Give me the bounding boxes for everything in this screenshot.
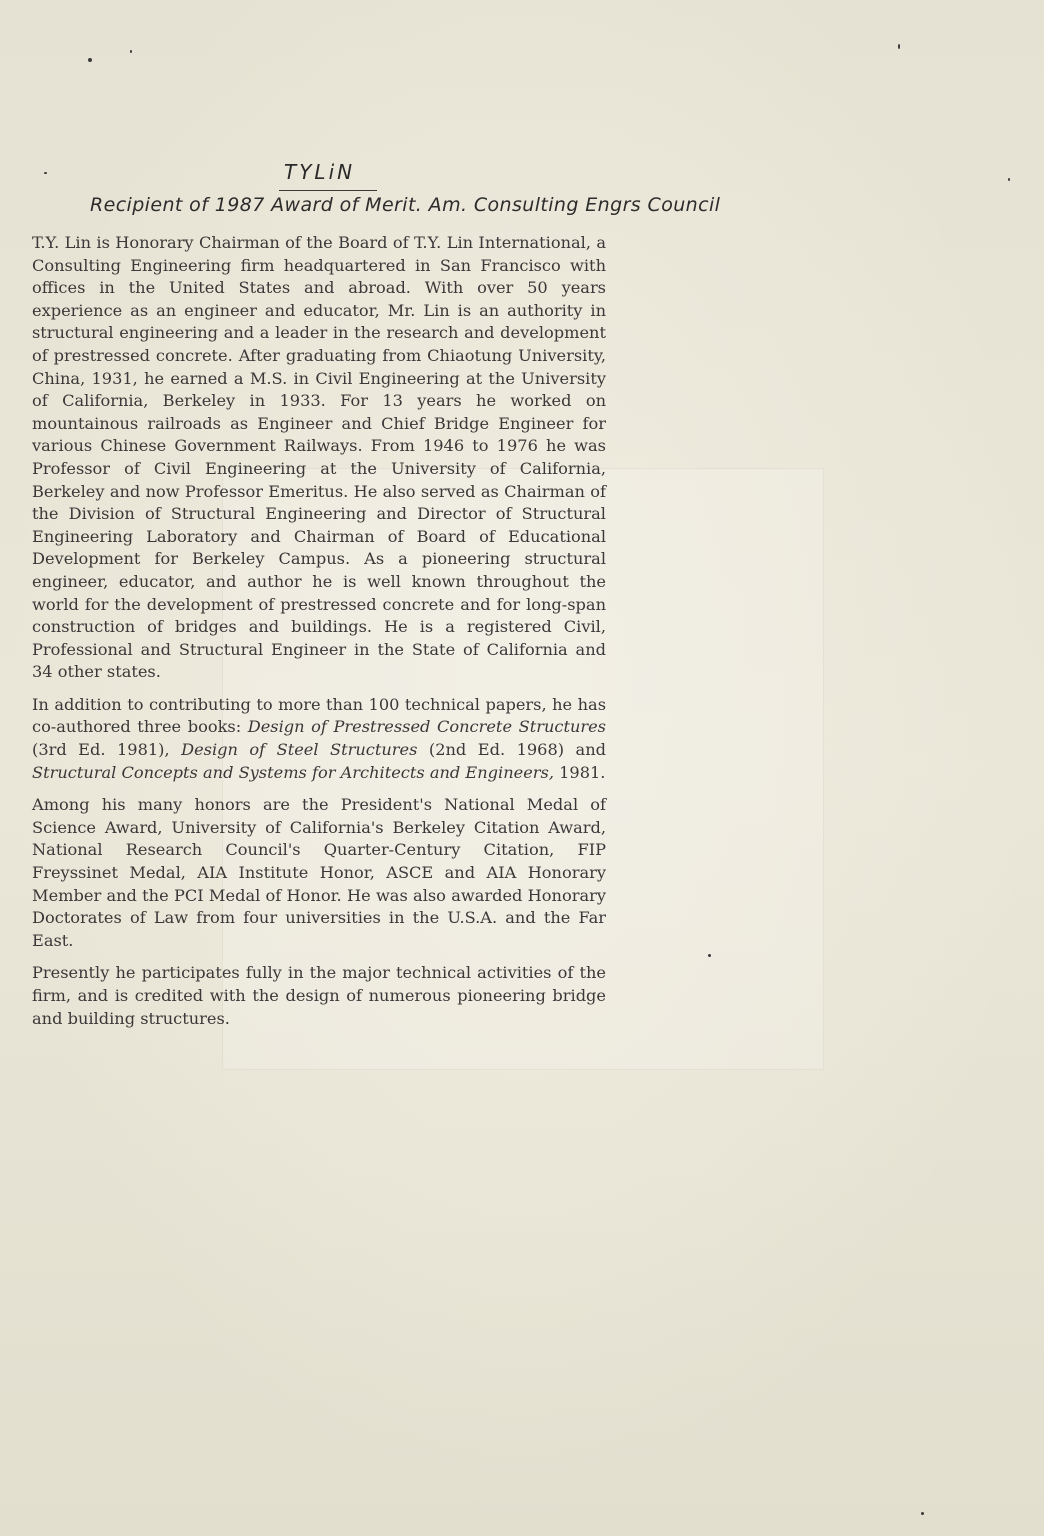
bio-paragraph-3: Among his many honors are the President's National Medal of Science Award, University of California's Berkeley Citation Award, National Research Council's Quarter-Century Citation, FIP Freyssinet Medal, AIA Institute Honor, ASCE and AIA Honorary Member and the PCI Medal of Honor. He was also awarded Honorary Doctorates of Law from four universities in the U.S.A. and the Far East.	[32, 795, 606, 950]
bio-paragraph-4: Presently he participates fully in the major technical activities of the firm, and is credited with the design of numerous pioneering bridge and building structures.	[32, 963, 606, 1028]
paper-speck	[44, 172, 47, 174]
handwritten-name: TYLiN	[284, 160, 356, 184]
paper-speck	[898, 44, 900, 49]
paper-speck	[1008, 178, 1010, 181]
handwritten-underline	[279, 190, 377, 191]
paper-speck	[88, 58, 92, 62]
handwritten-award-note: Recipient of 1987 Award of Merit. Am. Consulting Engrs Council	[90, 194, 721, 216]
biography	[32, 232, 606, 1040]
book-title-steel: Design of Steel Structures	[181, 740, 418, 760]
bio-paragraph-2	[32, 694, 606, 784]
paper-speck	[921, 1512, 924, 1515]
bio-p2-intro: In addition to contributing to more than 100 technical papers, he has co-authored three books:	[32, 694, 606, 737]
bio-p2-edition-1: (3rd Ed. 1981),	[32, 740, 182, 760]
bio-p2-end: 1981.	[553, 762, 606, 782]
book-title-prestressed: Design of Prestressed Concrete Structures	[247, 717, 606, 737]
book-title-structural-concepts: Structural Concepts and Systems for Architects and Engineers,	[32, 762, 554, 782]
paper-speck	[708, 954, 711, 957]
bio-paragraph-1: T.Y. Lin is Honorary Chairman of the Board of T.Y. Lin International, a Consulting Engineering firm headquartered in San Francisco with offices in the United States and abroad. With over 50 years experience as an engineer and educator, Mr. Lin is an authority in structural engineering and a leader in the research and development of prestressed concrete. After graduating from Chiaotung University, China, 1931, he earned a M.S. in Civil Engineering at the University of California, Berkeley in 1933. For 13 years he worked on mountainous railroads as Engineer and Chief Bridge Engineer for various Chinese Government Railways. From 1946 to 1976 he was Professor of Civil Engineering at the University of California, Berkeley and now Professor Emeritus. He also served as Chairman of the Division of Structural Engineering and Director of Structural Engineering Laboratory and Chairman of Board of Educational Development for Berkeley Campus. As a pioneering structural engineer, educator, and author he is well known throughout the world for the development of prestressed concrete and for long-span construction of bridges and buildings. He is a registered Civil, Professional and Structural Engineer in the State of California and 34 other states.	[32, 233, 606, 682]
paper-speck	[130, 50, 132, 53]
bio-p2-edition-2: (2nd Ed. 1968) and	[417, 740, 606, 760]
